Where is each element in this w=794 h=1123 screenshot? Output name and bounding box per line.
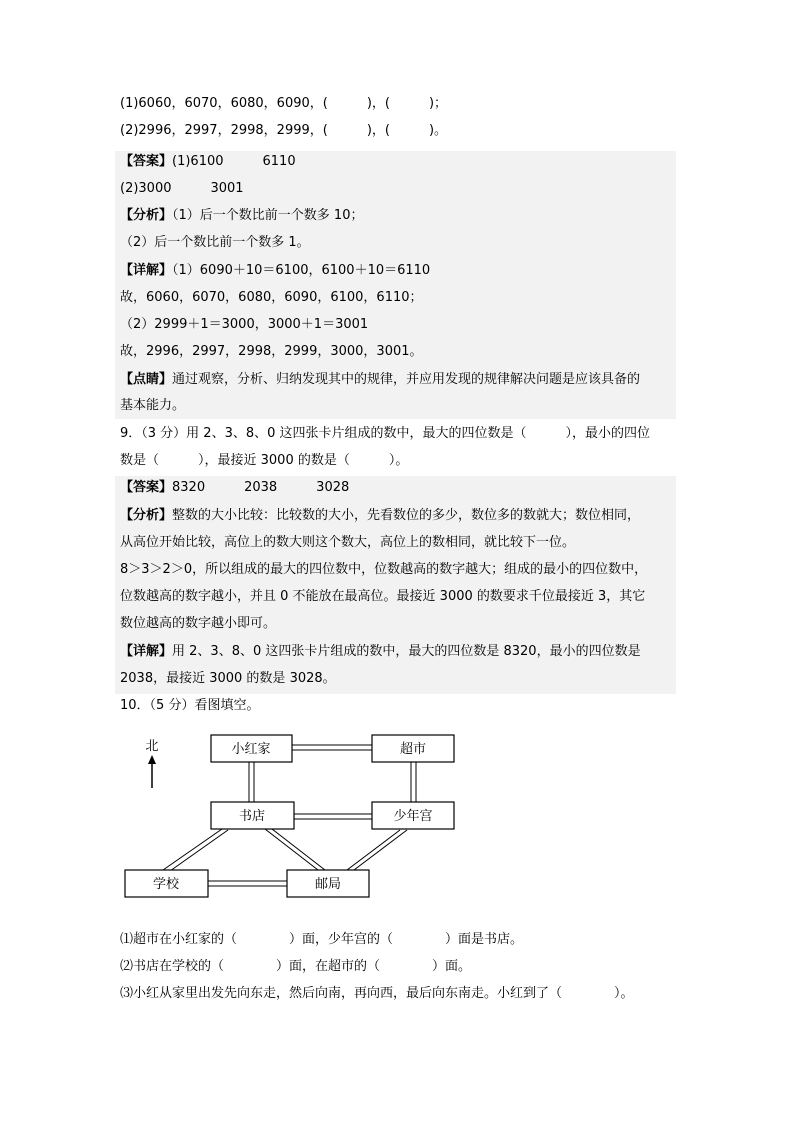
analysis-tag: 【分析】 bbox=[120, 208, 173, 223]
answer-tag: 【答案】 bbox=[120, 480, 173, 495]
road-bookstore-palace bbox=[294, 814, 372, 819]
north-arrow bbox=[148, 755, 156, 788]
q9-line-2: 数是（ ），最接近 3000 的数是（ ）。 bbox=[120, 453, 409, 468]
analysis-tag: 【分析】 bbox=[120, 508, 173, 523]
road-school-post bbox=[208, 881, 287, 886]
q9-analysis-text-1: 整数的大小比较：比较数的大小，先看数位的多少，数位多的数就大；数位相同， bbox=[172, 508, 641, 523]
q10-sub-3: ⑶小红从家里出发先向东走，然后向南，再向西，最后向东南走。小红到了（ ）。 bbox=[120, 986, 634, 1001]
label-xiaohong-home: 小红家 bbox=[231, 742, 271, 757]
label-youth-palace: 少年宫 bbox=[393, 809, 433, 824]
q8-detail-text-1: （1）6090＋10＝6100，6100＋10＝6110 bbox=[172, 263, 431, 278]
answer-tag: 【答案】 bbox=[120, 154, 173, 169]
road-bookstore-post bbox=[265, 829, 325, 870]
q9-detail-text-1: 用 2、3、8、0 这四张卡片组成的数中，最大的四位数是 8320，最小的四位数是 bbox=[172, 644, 641, 659]
q10-sub-1: ⑴超市在小红家的（ ）面，少年宫的（ ）面是书店。 bbox=[120, 932, 524, 947]
q8-detail-line-2: 故，6060，6070，6080，6090，6100，6110； bbox=[120, 290, 423, 305]
road-bookstore-school bbox=[163, 829, 228, 871]
road-palace-post bbox=[347, 830, 407, 870]
road-supermarket-palace bbox=[411, 762, 416, 802]
q9-analysis-line-5: 数位越高的数字越小即可。 bbox=[120, 616, 277, 631]
q8-line-1: (1)6060，6070，6080，6090，( )，( )； bbox=[120, 96, 448, 111]
detail-tag: 【详解】 bbox=[120, 644, 173, 659]
q9-analysis-line-3: 8＞3＞2＞0，所以组成的最大的四位数中，位数越高的数字越大；组成的最小的四位数中， bbox=[120, 562, 648, 577]
q8-line-2: (2)2996，2997，2998，2999，( )，( )。 bbox=[120, 123, 448, 138]
q9-detail-line-2: 2038，最接近 3000 的数是 3028。 bbox=[120, 671, 336, 686]
road-home-bookstore bbox=[249, 762, 254, 802]
detail-tag: 【详解】 bbox=[120, 263, 173, 278]
q9-analysis-line-2: 从高位开始比较，高位上的数大则这个数大，高位上的数相同，就比较下一位。 bbox=[120, 535, 576, 550]
q9-answer-text: 8320 2038 3028 bbox=[172, 480, 350, 495]
q10-sub-2: ⑵书店在学校的（ ）面，在超市的（ ）面。 bbox=[120, 959, 472, 974]
q8-answer-text-1: (1)6100 6110 bbox=[172, 154, 296, 169]
label-supermarket: 超市 bbox=[399, 742, 427, 757]
q8-detail-line-4: 故，2996，2997，2998，2999，3000，3001。 bbox=[120, 344, 423, 359]
q10-title: 10．（5 分）看图填空。 bbox=[120, 698, 260, 713]
label-bookstore: 书店 bbox=[238, 809, 266, 824]
q8-analysis-line-2: （2）后一个数比前一个数多 1。 bbox=[120, 235, 310, 250]
q8-analysis-text-1: （1）后一个数比前一个数多 10； bbox=[172, 208, 364, 223]
q9-analysis-line-4: 位数越高的数字越小，并且 0 不能放在最高位。最接近 3000 的数要求千位最接近 3，其它 bbox=[120, 589, 646, 604]
q8-comment-line-2: 基本能力。 bbox=[120, 398, 186, 413]
q8-detail-line-3: （2）2999＋1＝3000，3000＋1＝3001 bbox=[120, 317, 369, 332]
q9-line-1: 9．（3 分）用 2、3、8、0 这四张卡片组成的数中，最大的四位数是（ ），最小的四位 bbox=[120, 426, 651, 441]
label-school: 学校 bbox=[152, 877, 180, 892]
q8-comment-text-1: 通过观察，分析、归纳发现其中的规律，并应用发现的规律解决问题是应该具备的 bbox=[172, 372, 641, 387]
road-home-supermarket bbox=[292, 745, 372, 750]
q8-answer-line-2: (2)3000 3001 bbox=[120, 181, 244, 196]
north-label: 北 bbox=[145, 739, 159, 754]
comment-tag: 【点睛】 bbox=[120, 372, 173, 387]
label-post-office: 邮局 bbox=[314, 877, 342, 892]
